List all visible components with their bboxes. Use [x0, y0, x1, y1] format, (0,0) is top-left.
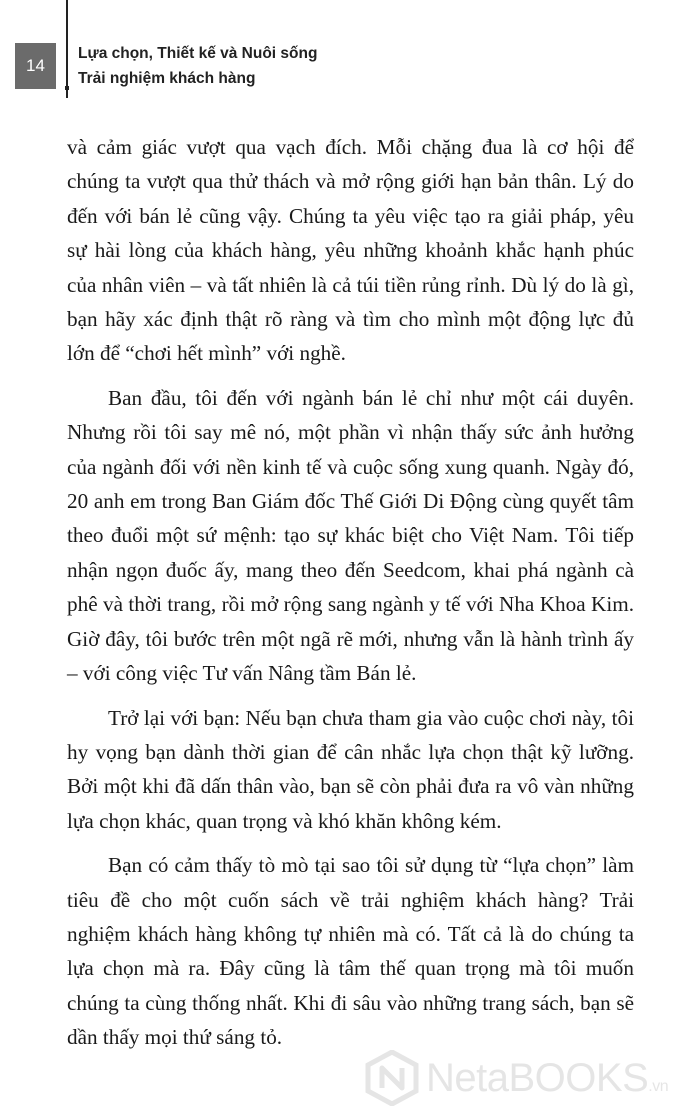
- paragraph: Ban đầu, tôi đến với ngành bán lẻ chỉ như một cái duyên. Nhưng rồi tôi say mê nó, một phần vì nhận thấy sức ảnh hưởng của ngành đối với nền kinh tế và cuộc sống xung quanh. Ngày đó, 20 anh em trong Ban Giám đốc Thế Giới Di Động cùng quyết tâm theo đuổi một sứ mệnh: tạo sự khác biệt cho Việt Nam. Tôi tiếp nhận ngọn đuốc ấy, mang theo đến Seedcom, khai phá ngành cà phê và thời trang, rồi mở rộng sang ngành y tế với Nha Khoa Kim. Giờ đây, tôi bước trên một ngã rẽ mới, nhưng vẫn là hành trình ấy – với công việc Tư vấn Nâng tầm Bán lẻ.: [67, 385, 634, 686]
- paragraph: Trở lại với bạn: Nếu bạn chưa tham gia vào cuộc chơi này, tôi hy vọng bạn dành thời gian để cân nhắc lựa chọn thật kỹ lưỡng. Bởi một khi đã dấn thân vào, bạn sẽ còn phải đưa ra vô vàn những lựa chọn khác, quan trọng và khó khăn không kém.: [67, 705, 634, 833]
- watermark-suffix: .vn: [648, 1077, 669, 1095]
- header-divider: [66, 0, 68, 98]
- watermark-brand: NetaBOOKS.vn: [426, 1055, 669, 1100]
- running-header-line-1: Lựa chọn, Thiết kế và Nuôi sống: [78, 45, 318, 62]
- paragraph: Bạn có cảm thấy tò mò tại sao tôi sử dụng từ “lựa chọn” làm tiêu đề cho một cuốn sách về trải nghiệm khách hàng? Trải nghiệm khách hàng không tự nhiên mà có. Tất cả là do chúng ta lựa chọn mà ra. Đây cũng là tâm thế quan trọng mà tôi muốn chúng ta cùng thống nhất. Khi đi sâu vào những trang sách, bạn sẽ dần thấy mọi thứ sáng tỏ.: [67, 853, 634, 1050]
- paragraph: và cảm giác vượt qua vạch đích. Mỗi chặng đua là cơ hội để chúng ta vượt qua thử thách và mở rộng giới hạn bản thân. Lý do đến với bán lẻ cũng vậy. Chúng ta yêu việc tạo ra giải pháp, yêu sự hài lòng của khách hàng, yêu những khoảnh khắc hạnh phúc của nhân viên – và tất nhiên là cả túi tiền rủng rỉnh. Dù lý do là gì, bạn hãy xác định thật rõ ràng và tìm cho mình một động lực đủ lớn để “chơi hết mình” với nghề.: [67, 135, 634, 366]
- body-text: [67, 130, 634, 1065]
- watermark: [364, 1050, 668, 1106]
- header-divider-dot: [65, 86, 69, 90]
- running-header: [78, 41, 317, 91]
- running-header-line-2: Trải nghiệm khách hàng: [78, 70, 256, 87]
- netabooks-logo-icon: [364, 1050, 420, 1106]
- page-number: 14: [15, 43, 56, 89]
